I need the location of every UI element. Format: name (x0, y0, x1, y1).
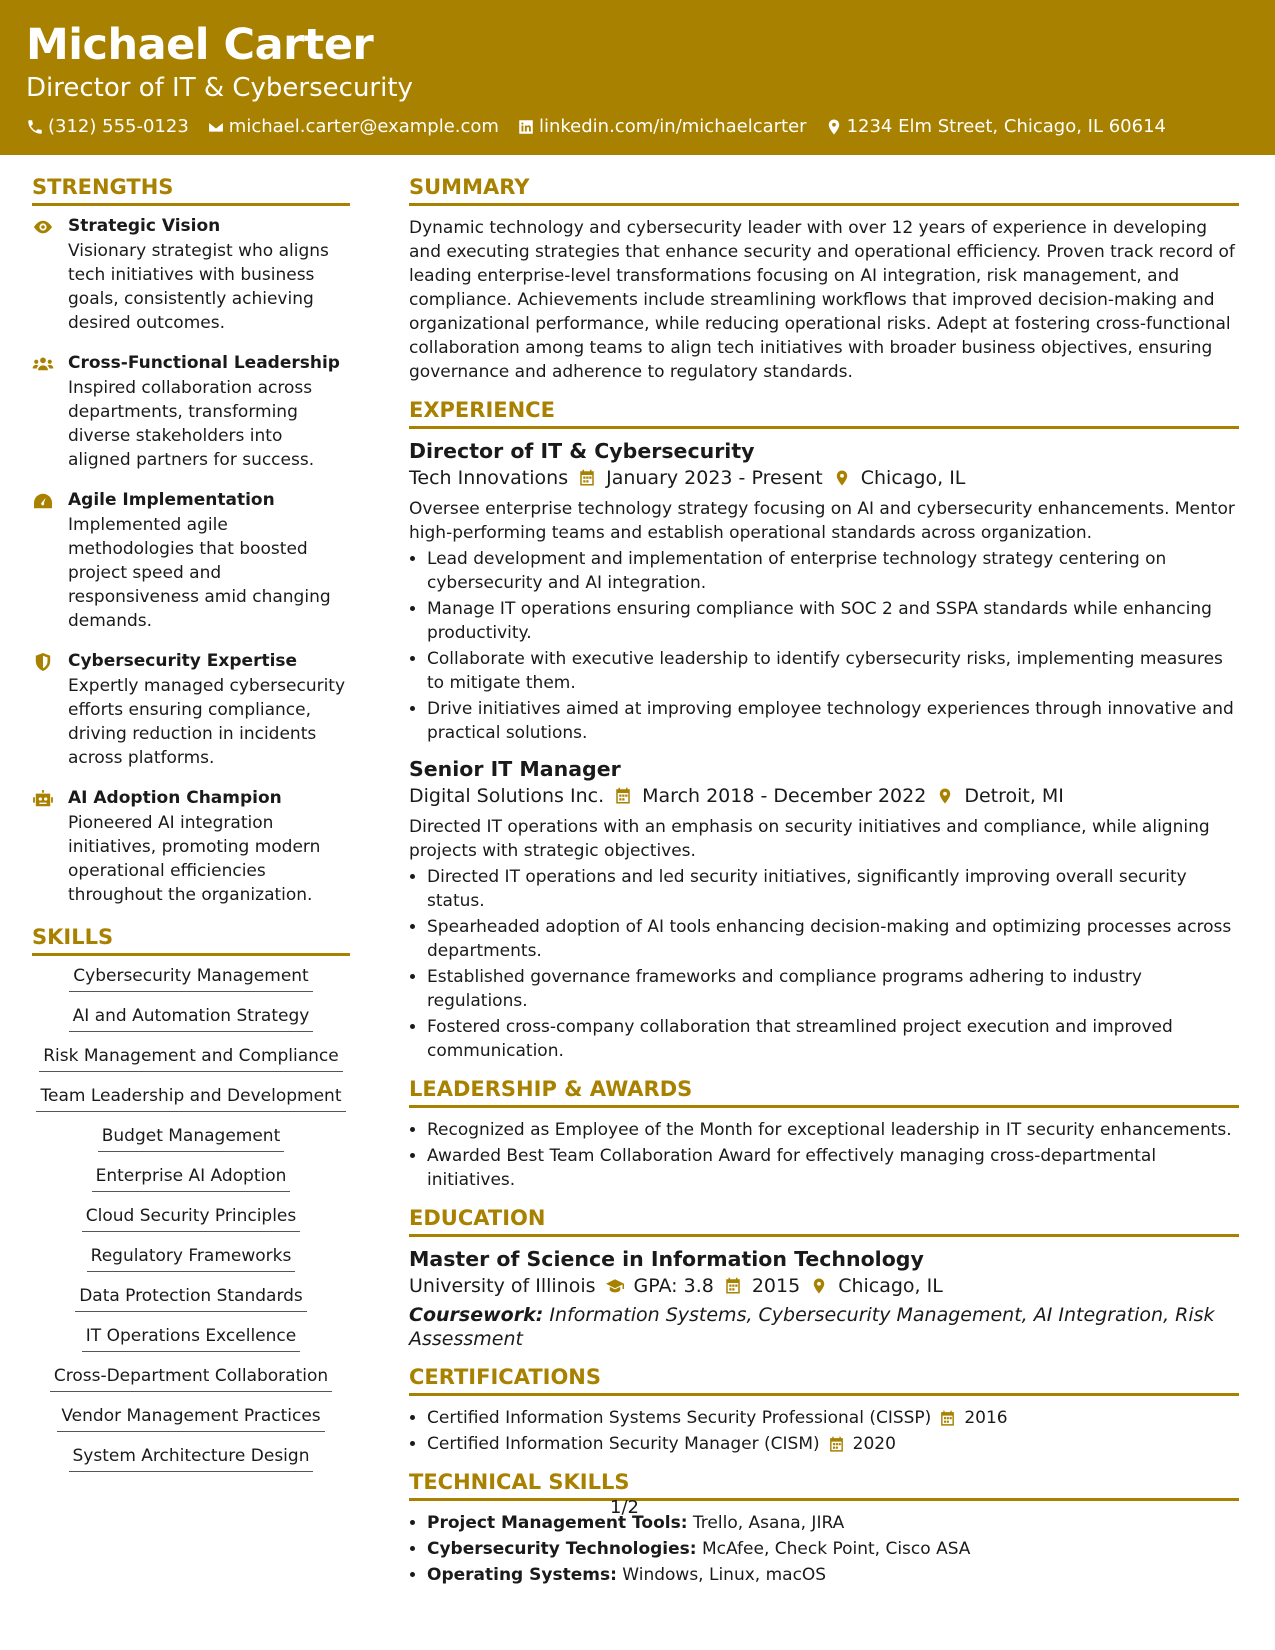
job-bullet: • Lead development and implementation of enterprise technology strategy centering on cybersecurity and AI integration. (427, 547, 1239, 595)
robot-icon (32, 790, 54, 808)
skill-item: Team Leadership and Development (36, 1086, 345, 1112)
skill-item: Cross-Department Collaboration (50, 1366, 332, 1392)
certification-name: • Certified Information Systems Security Professional (CISSP) (427, 1408, 932, 1428)
calendar-icon (939, 1410, 956, 1427)
coursework (409, 1303, 1239, 1351)
technical-skills-list (409, 1511, 1239, 1587)
job-bullet: • Directed IT operations and led security initiatives, significantly improving overall security status. (427, 865, 1239, 913)
technical-skill-value: McAfee, Check Point, Cisco ASA (702, 1539, 971, 1559)
calendar-icon (578, 469, 596, 487)
certification-year: 2020 (852, 1434, 896, 1454)
map-pin-icon (810, 1277, 828, 1295)
candidate-name: Michael Carter (26, 20, 374, 70)
gpa: GPA: 3.8 (633, 1275, 714, 1297)
strength-item (32, 353, 350, 472)
job-bullets (409, 865, 1239, 1063)
technical-skill-value: Windows, Linux, macOS (622, 1565, 827, 1585)
skills-list (32, 966, 350, 1472)
strength-desc: Inspired collaboration across departments, transforming diverse stakeholders into aligned partners for success. (68, 378, 315, 470)
job-bullet: • Spearheaded adoption of AI tools enhancing decision-making and optimizing processes across departments. (427, 915, 1239, 963)
coursework-label: Coursework: (409, 1304, 544, 1326)
address-text: 1234 Elm Street, Chicago, IL 60614 (846, 116, 1166, 137)
education-meta (409, 1275, 1239, 1297)
job-title: Director of IT & Cybersecurity (409, 439, 755, 463)
education-section (409, 1206, 1239, 1351)
skill-item: IT Operations Excellence (82, 1326, 300, 1352)
award-item: • Recognized as Employee of the Month for exceptional leadership in IT security enhancements. (427, 1118, 1239, 1142)
graduation-year: 2015 (751, 1275, 801, 1297)
degree-title: Master of Science in Information Technology (409, 1247, 924, 1271)
job-bullet: • Drive initiatives aimed at improving employee technology experiences through innovative and practical solutions. (427, 697, 1239, 745)
job-meta (409, 467, 1239, 489)
contact-bar (26, 116, 1166, 137)
job-bullets (409, 547, 1239, 745)
shield-icon (32, 653, 54, 671)
school-location: Chicago, IL (838, 1275, 943, 1297)
strength-item (32, 788, 350, 907)
technical-skill-item (427, 1563, 1239, 1587)
certifications-heading: CERTIFICATIONS (409, 1365, 1239, 1396)
school-name: University of Illinois (409, 1275, 596, 1297)
strength-title: AI Adoption Champion (68, 788, 282, 808)
job-location: Detroit, MI (964, 785, 1064, 807)
strengths-section (32, 175, 350, 907)
contact-address (825, 116, 1166, 137)
map-pin-icon (825, 118, 843, 136)
skill-item: Data Protection Standards (75, 1286, 307, 1312)
calendar-icon (614, 787, 632, 805)
experience-section (409, 398, 1239, 1063)
contact-email[interactable] (207, 116, 499, 137)
skill-item: Enterprise AI Adoption (92, 1166, 291, 1192)
linkedin-icon (517, 118, 535, 136)
candidate-role: Director of IT & Cybersecurity (26, 73, 413, 103)
header (0, 0, 1275, 155)
certification-year: 2016 (964, 1408, 1008, 1428)
experience-heading: EXPERIENCE (409, 398, 1239, 429)
users-icon (32, 355, 54, 373)
job-location: Chicago, IL (860, 467, 966, 489)
skill-item: Budget Management (98, 1126, 285, 1152)
job-title: Senior IT Manager (409, 757, 621, 781)
strength-item (32, 216, 350, 335)
strength-desc: Pioneered AI integration initiatives, promoting modern operational efficiencies throughout the organization. (68, 813, 321, 905)
left-column (32, 175, 350, 1486)
job-bullet: • Collaborate with executive leadership to identify cybersecurity risks, implementing measures to mitigate them. (427, 647, 1239, 695)
skill-item: Regulatory Frameworks (87, 1246, 296, 1272)
calendar-icon (828, 1436, 845, 1453)
certifications-section (409, 1365, 1239, 1456)
strength-item (32, 490, 350, 633)
summary-text: Dynamic technology and cybersecurity leader with over 12 years of experience in developing and executing strategies that enhance security and operational efficiency. Proven track record of leading enterprise-level transformations focusing on AI integration, risk management, and compliance. Achievements include streamlining workflows that improved decision-making and organizational performance, while reducing operational risks. Adept at fostering cross-functional collaboration among teams to align tech initiatives with broader business objectives, ensuring governance and adherence to regulatory standards. (409, 218, 1235, 382)
skills-section (32, 925, 350, 1472)
skill-item: System Architecture Design (69, 1446, 314, 1472)
envelope-icon (207, 118, 225, 136)
summary-heading: SUMMARY (409, 175, 1239, 206)
technical-skills-heading: TECHNICAL SKILLS (409, 1470, 1239, 1501)
job-dates: January 2023 - Present (606, 467, 823, 489)
awards-list (409, 1118, 1239, 1192)
technical-skill-label: Project Management Tools: (427, 1513, 688, 1533)
map-pin-icon (833, 469, 851, 487)
technical-skill-label: Cybersecurity Technologies: (427, 1539, 697, 1559)
certification-item (427, 1406, 1239, 1430)
education-heading: EDUCATION (409, 1206, 1239, 1237)
right-column (409, 175, 1239, 1601)
awards-section (409, 1077, 1239, 1192)
eye-icon (32, 218, 54, 236)
technical-skill-value: Trello, Asana, JIRA (692, 1513, 845, 1533)
skill-item: AI and Automation Strategy (69, 1006, 314, 1032)
skill-item: Vendor Management Practices (57, 1406, 324, 1432)
job-bullet: • Manage IT operations ensuring compliance with SOC 2 and SSPA standards while enhancing productivity. (427, 597, 1239, 645)
strength-title: Agile Implementation (68, 490, 275, 510)
email-text: michael.carter@example.com (228, 116, 499, 137)
phone-icon (26, 118, 44, 136)
strength-title: Strategic Vision (68, 216, 221, 236)
skill-item: Cybersecurity Management (69, 966, 312, 992)
graduation-cap-icon (606, 1277, 624, 1295)
technical-skill-item (427, 1537, 1239, 1561)
job-entry (409, 439, 1239, 745)
certifications-list (409, 1406, 1239, 1456)
phone-text: (312) 555-0123 (48, 116, 189, 137)
contact-linkedin[interactable] (517, 116, 807, 137)
strengths-heading: STRENGTHS (32, 175, 350, 206)
award-item: • Awarded Best Team Collaboration Award for effectively managing cross-departmental initiatives. (427, 1144, 1239, 1192)
job-bullet: • Established governance frameworks and compliance programs adhering to industry regulations. (427, 965, 1239, 1013)
technical-skills-section (409, 1470, 1239, 1587)
map-pin-icon (936, 787, 954, 805)
page-number: 1/2 (610, 1497, 639, 1518)
strength-title: Cross-Functional Leadership (68, 353, 340, 373)
summary-section (409, 175, 1239, 384)
strength-desc: Implemented agile methodologies that boosted project speed and responsiveness amid changing demands. (68, 515, 331, 631)
technical-skill-item (427, 1511, 1239, 1535)
calendar-icon (724, 1277, 742, 1295)
job-dates: March 2018 - December 2022 (642, 785, 927, 807)
strength-desc: Expertly managed cybersecurity efforts ensuring compliance, driving reduction in incidents across platforms. (68, 676, 346, 768)
contact-phone[interactable] (26, 116, 189, 137)
skill-item: Cloud Security Principles (82, 1206, 301, 1232)
job-summary: Oversee enterprise technology strategy focusing on AI and cybersecurity enhancements. Mentor high-performing teams and establish operational standards across organization. (409, 499, 1235, 543)
job-company: Tech Innovations (409, 467, 569, 489)
strength-desc: Visionary strategist who aligns tech initiatives with business goals, consistently achieving desired outcomes. (68, 241, 329, 333)
job-company: Digital Solutions Inc. (409, 785, 605, 807)
strength-item (32, 651, 350, 770)
certification-name: • Certified Information Security Manager (CISM) (427, 1434, 820, 1454)
gauge-icon (32, 492, 54, 510)
certification-item (427, 1432, 1239, 1456)
coursework-list: Information Systems, Cybersecurity Management, AI Integration, Risk Assessment (409, 1304, 1215, 1350)
technical-skill-label: Operating Systems: (427, 1565, 617, 1585)
job-entry (409, 757, 1239, 1063)
skill-item: Risk Management and Compliance (39, 1046, 342, 1072)
job-bullet: • Fostered cross-company collaboration that streamlined project execution and improved communication. (427, 1015, 1239, 1063)
linkedin-text: linkedin.com/in/michaelcarter (538, 116, 807, 137)
strength-title: Cybersecurity Expertise (68, 651, 298, 671)
job-summary: Directed IT operations with an emphasis on security initiatives and compliance, while aligning projects with strategic objectives. (409, 817, 1210, 861)
skills-heading: SKILLS (32, 925, 350, 956)
awards-heading: LEADERSHIP & AWARDS (409, 1077, 1239, 1108)
job-meta (409, 785, 1239, 807)
